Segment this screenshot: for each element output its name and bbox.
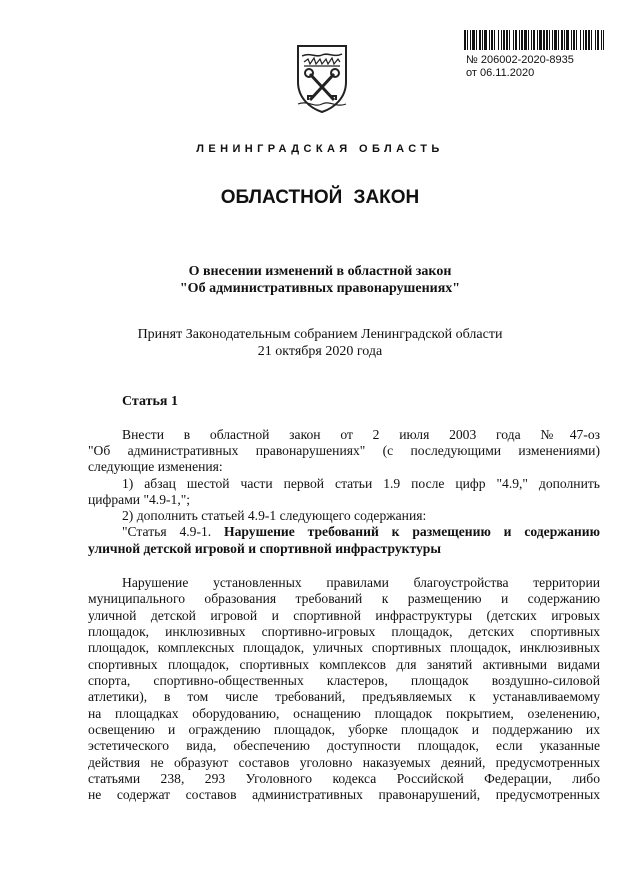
body-line-1: Нарушение установленных правилами благоустройства территории bbox=[122, 575, 600, 590]
body-line-11: эстетического вида, обеспечению доступности площадок, если указанные bbox=[88, 738, 600, 753]
body-line-9: на площадках оборудованию, оснащению площадок покрытием, озеленению, bbox=[88, 706, 600, 721]
new-article-prefix: "Статья 4.9-1. bbox=[122, 524, 225, 539]
body-line-2: муниципального образования требований к размещению и содержанию bbox=[88, 591, 600, 606]
item-2-line: 2) дополнить статьей 4.9-1 следующего содержания: bbox=[122, 508, 427, 523]
coat-of-arms-emblem bbox=[294, 42, 350, 114]
law-title-line-2: "Об административных правонарушениях" bbox=[179, 281, 461, 296]
body-line-5: площадок, комплексных площадок, уличных спортивных площадок, инклюзивных bbox=[88, 640, 600, 655]
body-line-7: спорта, спортивно-общественных кластеров, площадок воздушно-силовой bbox=[88, 673, 600, 688]
new-article-heading-line-2: уличной детской игровой и спортивной инфраструктуры bbox=[88, 541, 441, 556]
body-line-10: освещению и ограждению площадок, уборке площадок и поддержанию их bbox=[88, 722, 600, 737]
registration-date: от 06.11.2020 bbox=[466, 67, 535, 79]
body-line-8: атлетики), в том числе требований, предъявляемых к устанавливаемому bbox=[88, 689, 600, 704]
intro-line-1: Внести в областной закон от 2 июля 2003 года №47-оз bbox=[122, 427, 600, 442]
body-line-12: действия не образуют составов уголовно наказуемых деяний, предусмотренных bbox=[88, 755, 600, 770]
adopted-line-2: 21 октября 2020 года bbox=[257, 344, 383, 359]
body-line-14: не содержат составов административных правонарушений, предусмотренных bbox=[88, 787, 600, 802]
item-1-line-1: 1) абзац шестой части первой статьи 1.9 после цифр "4.9," дополнить bbox=[122, 476, 600, 491]
new-article-title-part-1: Нарушение требований к размещению и содержанию bbox=[224, 524, 600, 539]
region-name: ЛЕНИНГРАДСКАЯ ОБЛАСТЬ bbox=[196, 143, 444, 155]
law-type-heading: ОБЛАСТНОЙ ЗАКОН bbox=[220, 187, 420, 208]
body-line-3: уличной детской игровой и спортивной инфраструктуры (детских игровых bbox=[88, 608, 600, 623]
law-title-line-1: О внесении изменений в областной закон bbox=[188, 264, 452, 279]
intro-line-2: "Об административных правонарушениях" (с последующими изменениями) bbox=[88, 443, 600, 458]
body-line-6: спортивных площадок, спортивных комплексов для занятий активными видами bbox=[88, 657, 600, 672]
new-article-heading-line-1 bbox=[122, 524, 600, 539]
body-line-4: площадок, инклюзивных спортивно-игровых площадок, детских спортивных bbox=[88, 624, 600, 639]
adopted-line-1: Принят Законодательным собранием Ленинградской области bbox=[137, 327, 503, 342]
registration-number: № 206002-2020-8935 bbox=[466, 54, 574, 66]
barcode bbox=[464, 30, 604, 50]
intro-line-3: следующие изменения: bbox=[88, 459, 223, 474]
body-line-13: статьями 238, 293 Уголовного кодекса Российской Федерации, либо bbox=[88, 771, 600, 786]
item-1-line-2: цифрами "4.9-1,"; bbox=[88, 492, 191, 507]
article-1-heading: Статья 1 bbox=[122, 394, 178, 409]
